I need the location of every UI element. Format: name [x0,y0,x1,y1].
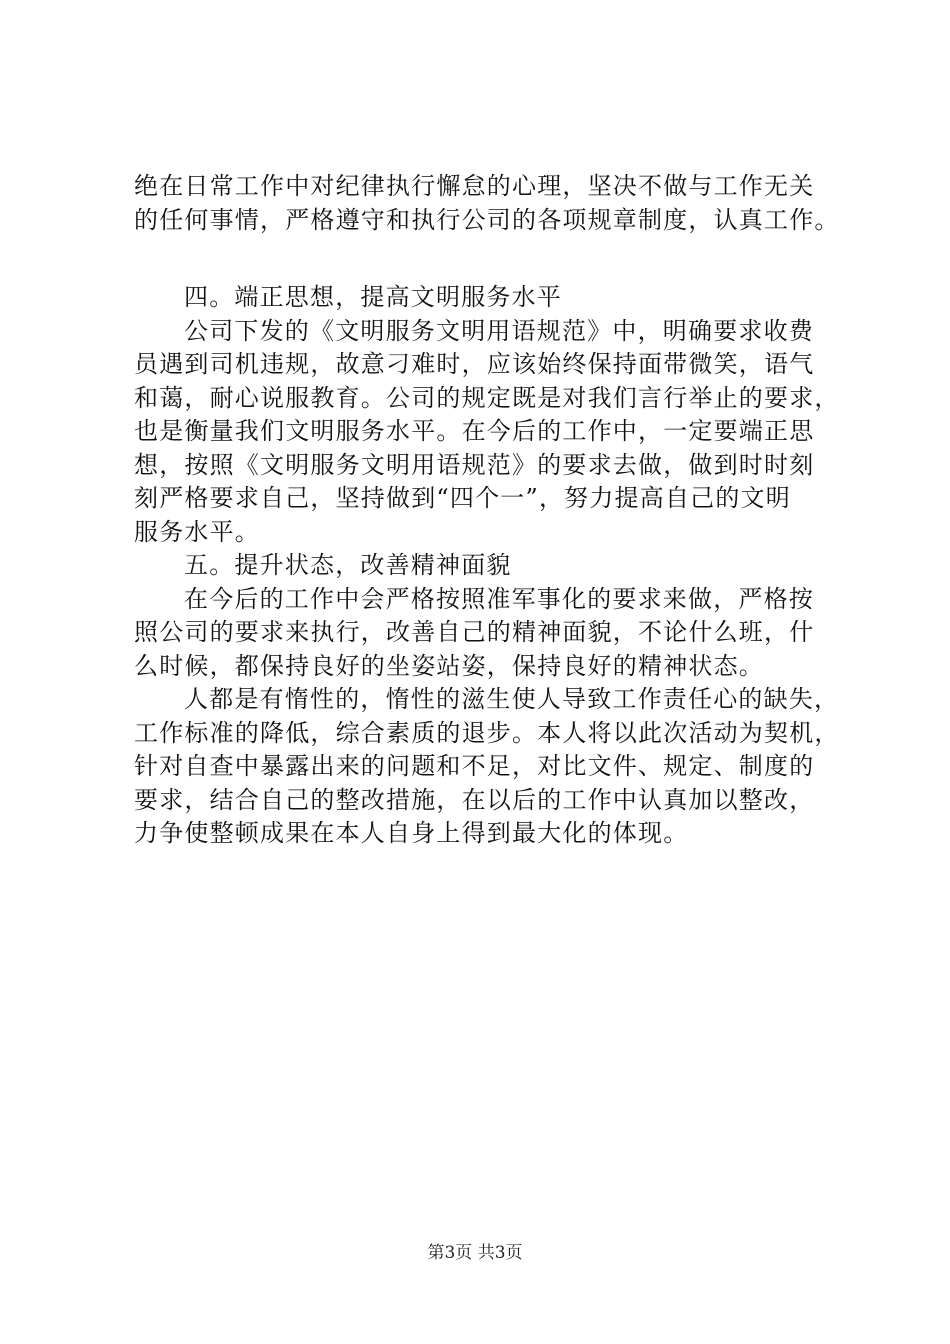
body-text-line: 针对自查中暴露出来的问题和不足，对比文件、规定、制度的 [134,752,815,780]
document-body [134,170,850,851]
section-heading-five: 五。提升状态，改善精神面貌 [184,551,512,579]
body-text-line: 员遇到司机违规，故意刁难时，应该始终保持面带微笑，语气 [134,350,815,378]
body-text-line: 公司下发的《文明服务文明用语规范》中，明确要求收费 [184,316,814,345]
body-text-line: 人都是有惰性的，惰性的滋生使人导致工作责任心的缺失， [184,685,840,713]
body-text-line: 在今后的工作中会严格按照准军事化的要求来做，严格按 [184,584,814,613]
body-text-line: 工作标准的降低，综合素质的退步。本人将以此次活动为契机， [134,718,840,747]
body-text-line: 服务水平。 [134,517,260,546]
body-text-line: 绝在日常工作中对纪律执行懈怠的心理，坚决不做与工作无关 [134,172,815,200]
paragraph-spacer [134,237,850,281]
body-text-line: 的任何事情，严格遵守和执行公司的各项规章制度，认真工作。 [134,205,840,234]
body-text-line: 么时候，都保持良好的坐姿站姿，保持良好的精神状态。 [134,651,764,680]
body-text-line: 力争使整顿成果在本人自身上得到最大化的体现。 [134,819,689,847]
body-text-line: 也是衡量我们文明服务水平。在今后的工作中，一定要端正思 [134,417,815,445]
body-text-line: 照公司的要求来执行，改善自己的精神面貌，不论什么班，什 [134,618,815,646]
body-text-line: 和蔼，耐心说服教育。公司的规定既是对我们言行举止的要求， [134,383,840,412]
page-number-footer: 第3页 共3页 [427,1243,523,1263]
section-heading-four: 四。端正思想，提高文明服务水平 [184,283,562,311]
body-text-line: 想，按照《文明服务文明用语规范》的要求去做，做到时时刻 [134,450,815,479]
body-text-line: 刻严格要求自己，坚持做到“四个一”，努力提高自己的文明 [134,484,791,512]
body-text-line: 要求，结合自己的整改措施，在以后的工作中认真加以整改， [134,785,815,814]
